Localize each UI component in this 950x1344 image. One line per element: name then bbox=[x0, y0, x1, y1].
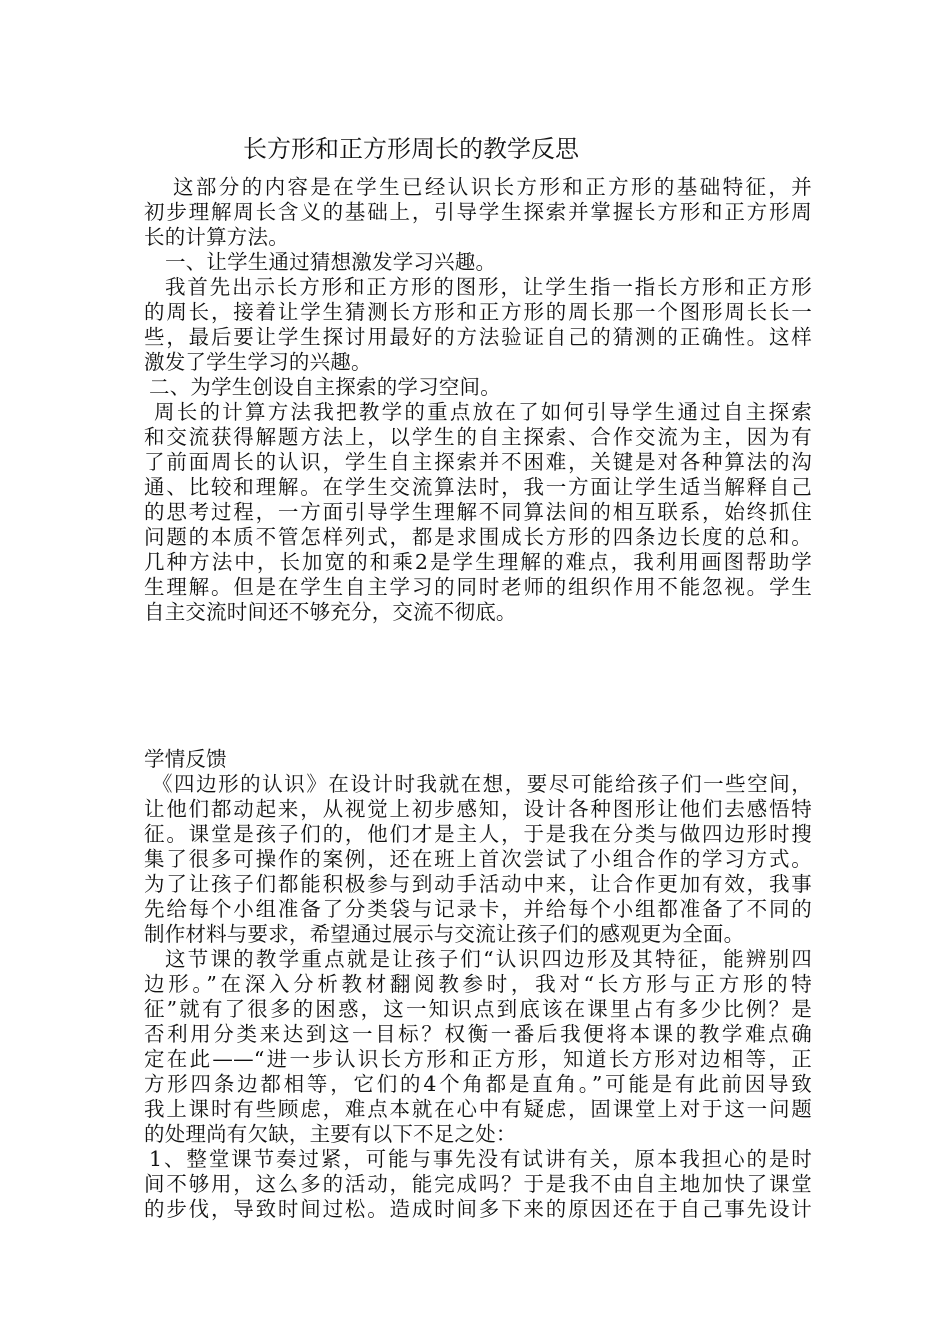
paragraph-line: 我上课时有些顾虑，难点本就在心中有疑虑，固课堂上对于这一问题 bbox=[144, 1097, 812, 1121]
document-title: 长方形和正方形周长的教学反思 bbox=[243, 135, 579, 163]
paragraph-line: 通、比较和理解。在学生交流算法时，我一方面让学生适当解释自己 bbox=[144, 475, 812, 499]
paragraph-line: 生理解。但是在学生自主学习的同时老师的组织作用不能忽视。学生 bbox=[144, 575, 812, 599]
paragraph-line: 的周长，接着让学生猜测长方形和正方形的周长那一个图形周长长一 bbox=[144, 300, 812, 324]
paragraph-line: 的思考过程，一方面引导学生理解不同算法间的相互联系，始终抓住 bbox=[144, 500, 812, 524]
document-page bbox=[144, 0, 810, 1344]
paragraph-line: 征”就有了很多的困惑，这一知识点到底该在课里占有多少比例？是 bbox=[144, 997, 812, 1021]
paragraph-line: 边形。”在深入分析教材翻阅教参时，我对“长方形与正方形的特 bbox=[144, 972, 812, 996]
paragraph-line: 几种方法中，长加宽的和乘2是学生理解的难点，我利用画图帮助学 bbox=[144, 550, 812, 574]
section-teaching-reflection bbox=[144, 175, 812, 625]
paragraph-line: 的处理尚有欠缺，主要有以下不足之处： bbox=[144, 1122, 517, 1146]
paragraph-line: 定在此——“进一步认识长方形和正方形，知道长方形对边相等，正 bbox=[144, 1047, 812, 1071]
paragraph-line: 激发了学生学习的兴趣。 bbox=[144, 350, 372, 374]
paragraph-line: 让他们都动起来，从视觉上初步感知，设计各种图形让他们去感悟特 bbox=[144, 797, 812, 821]
paragraph-line: 的步伐，导致时间过松。造成时间多下来的原因还在于自己事先设计 bbox=[144, 1197, 812, 1221]
paragraph-line: 这部分的内容是在学生已经认识长方形和正方形的基础特征，并 bbox=[173, 175, 812, 199]
paragraph-line: 征。课堂是孩子们的，他们才是主人，于是我在分类与做四边形时搜 bbox=[144, 822, 812, 846]
paragraph-line: 周长的计算方法我把教学的重点放在了如何引导学生通过自主探索 bbox=[154, 400, 812, 424]
paragraph-line: 自主交流时间还不够充分，交流不彻底。 bbox=[144, 600, 517, 624]
paragraph-line: 了前面周长的认识，学生自主探索并不困难，关键是对各种算法的沟 bbox=[144, 450, 812, 474]
heading-line: 二、为学生创设自主探索的学习空间。 bbox=[149, 375, 501, 399]
paragraph-line: 制作材料与要求，希望通过展示与交流让孩子们的感观更为全面。 bbox=[144, 922, 745, 946]
section-learning-feedback bbox=[144, 747, 812, 1222]
paragraph-line: 我首先出示长方形和正方形的图形，让学生指一指长方形和正方形 bbox=[165, 275, 812, 299]
paragraph-line: 长的计算方法。 bbox=[144, 225, 289, 249]
paragraph-line: 些，最后要让学生探讨用最好的方法验证自己的猜测的正确性。这样 bbox=[144, 325, 812, 349]
paragraph-line: 方形四条边都相等，它们的4个角都是直角。”可能是有此前因导致 bbox=[144, 1072, 812, 1096]
paragraph-line: 先给每个小组准备了分类袋与记录卡，并给每个小组都准备了不同的 bbox=[144, 897, 812, 921]
heading-line: 一、让学生通过猜想激发学习兴趣。 bbox=[165, 250, 497, 274]
paragraph-line: 为了让孩子们都能积极参与到动手活动中来，让合作更加有效，我事 bbox=[144, 872, 812, 896]
paragraph-line: 初步理解周长含义的基础上，引导学生探索并掌握长方形和正方形周 bbox=[144, 200, 812, 224]
paragraph-line: 1、整堂课节奏过紧，可能与事先没有试讲有关，原本我担心的是时 bbox=[149, 1147, 812, 1171]
paragraph-line: 间不够用，这么多的活动，能完成吗？于是我不由自主地加快了课堂 bbox=[144, 1172, 812, 1196]
paragraph-line: 否利用分类来达到这一目标？权衡一番后我便将本课的教学难点确 bbox=[144, 1022, 812, 1046]
paragraph-line: 问题的本质不管怎样列式，都是求围成长方形的四条边长度的总和。 bbox=[144, 525, 812, 549]
paragraph-line: 《四边形的认识》在设计时我就在想，要尽可能给孩子们一些空间， bbox=[152, 772, 812, 796]
section-heading: 学情反馈 bbox=[144, 747, 227, 771]
paragraph-line: 集了很多可操作的案例，还在班上首次尝试了小组合作的学习方式。 bbox=[144, 847, 812, 871]
paragraph-line: 和交流获得解题方法上，以学生的自主探索、合作交流为主，因为有 bbox=[144, 425, 812, 449]
paragraph-line: 这节课的教学重点就是让孩子们“认识四边形及其特征，能辨别四 bbox=[165, 947, 812, 971]
